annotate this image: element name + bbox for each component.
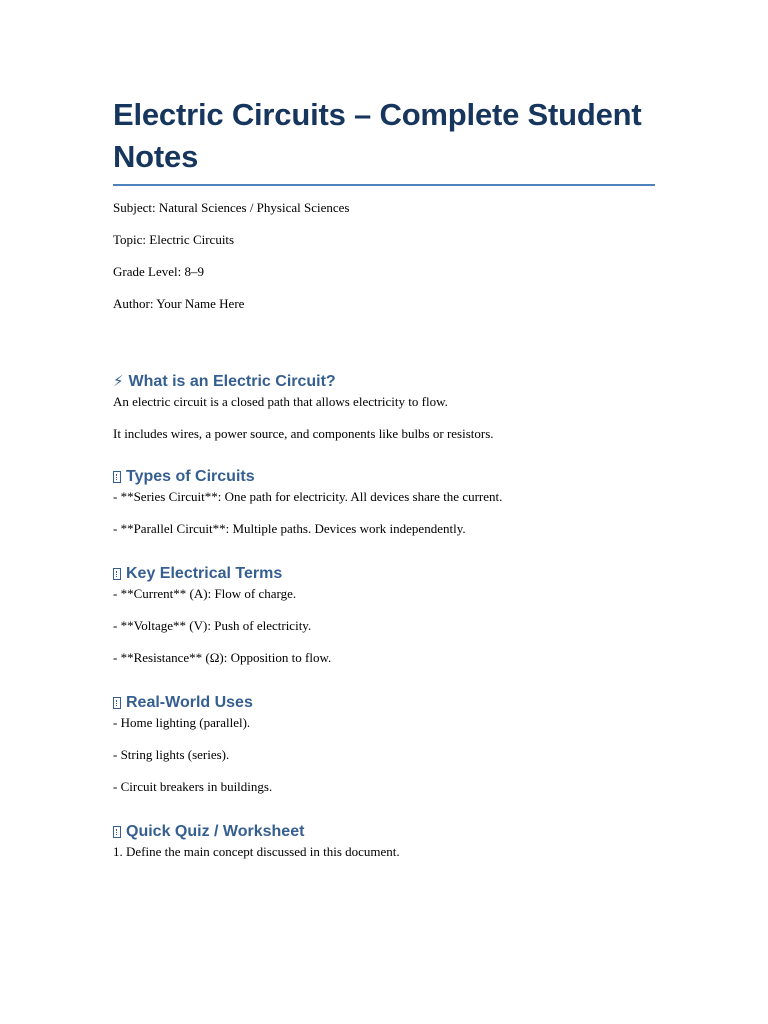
section-quick-quiz — [113, 822, 655, 860]
section-key-terms — [113, 564, 655, 666]
list-item: - String lights (series). — [113, 747, 230, 762]
document-page — [113, 94, 655, 887]
list-item: 1. Define the main concept discussed in this document. — [113, 844, 400, 859]
section-heading-text: Types of Circuits — [126, 468, 255, 485]
meta-author: Author: Your Name Here — [113, 296, 245, 311]
meta-grade-level: Grade Level: 8–9 — [113, 264, 204, 279]
section-heading-text: What is an Electric Circuit? — [128, 373, 336, 390]
list-item: - **Voltage** (V): Push of electricity. — [113, 618, 312, 633]
list-item: - **Series Circuit**: One path for electricity. All devices share the current. — [113, 489, 503, 504]
missing-glyph-icon — [113, 697, 121, 709]
section-heading — [113, 693, 655, 713]
section-heading-text: Real-World Uses — [126, 694, 253, 711]
section-heading-text: Key Electrical Terms — [126, 565, 283, 582]
list-item: - Home lighting (parallel). — [113, 715, 251, 730]
missing-glyph-icon — [113, 568, 121, 580]
list-item: - **Resistance** (Ω): Opposition to flow. — [113, 650, 332, 665]
section-heading — [113, 822, 655, 842]
missing-glyph-icon — [113, 826, 121, 838]
list-item: - Circuit breakers in buildings. — [113, 779, 273, 794]
paragraph: An electric circuit is a closed path that allows electricity to flow. — [113, 394, 448, 409]
section-heading — [113, 372, 655, 392]
list-item: - **Current** (A): Flow of charge. — [113, 586, 297, 601]
section-types-of-circuits — [113, 467, 655, 537]
document-meta — [113, 200, 655, 312]
document-sections — [113, 372, 655, 860]
section-heading — [113, 564, 655, 584]
lightning-bolt-icon: ⚡ — [113, 373, 124, 390]
list-item: - **Parallel Circuit**: Multiple paths. Devices work independently. — [113, 521, 466, 536]
section-heading — [113, 467, 655, 487]
meta-subject: Subject: Natural Sciences / Physical Sciences — [113, 200, 350, 215]
section-what-is-circuit — [113, 372, 655, 442]
paragraph: It includes wires, a power source, and components like bulbs or resistors. — [113, 426, 494, 441]
document-title: Electric Circuits – Complete Student Notes — [113, 94, 655, 186]
missing-glyph-icon — [113, 471, 121, 483]
section-heading-text: Quick Quiz / Worksheet — [126, 823, 305, 840]
meta-topic: Topic: Electric Circuits — [113, 232, 235, 247]
section-real-world-uses — [113, 693, 655, 795]
